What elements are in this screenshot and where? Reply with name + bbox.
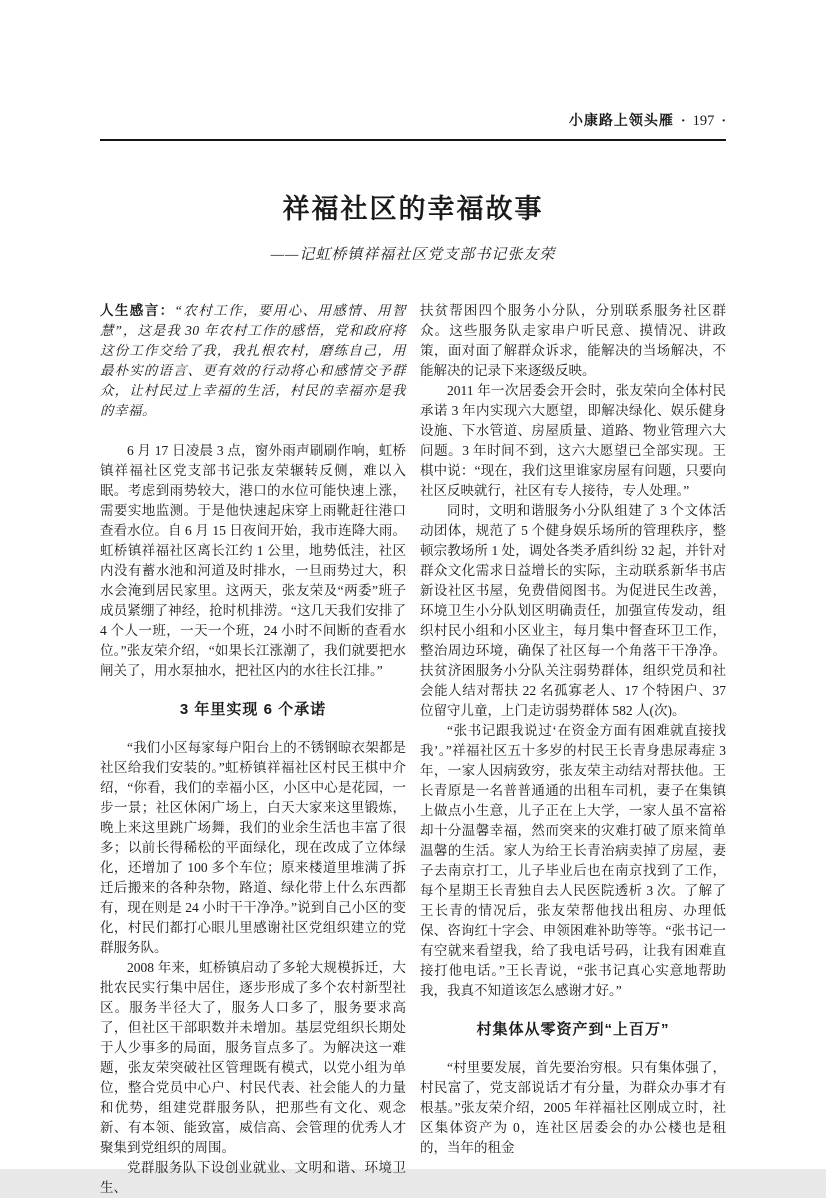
page-number: 197 <box>692 113 715 129</box>
article-subtitle: ——记虹桥镇祥福社区党支部书记张友荣 <box>270 247 556 263</box>
right-column <box>420 301 726 1198</box>
two-column-body <box>100 301 726 1198</box>
paragraph-service-results: 同时，文明和谐服务小分队组建了 3 个文体活动团体，规范了 5 个健身娱乐场所的管理秩序，整顿宗教场所 1 处，调处各类矛盾纠纷 32 起，并针对群众文化需求日益增长的实际，主动联系新华书店新设社区书屋，免费借阅图书。为促进民生改善，环境卫生小分队划区明确责任，加强宣传发动，组织村民小组和小区业主，每月集中督查环卫工作，整治周边环境，确保了社区每一个角落干干净净。扶贫济困服务小分队关注弱势群体，组织党员和社会能人结对帮扶 22 名孤寡老人、17 个特困户、37 位留守儿童，上门走访弱势群体 582 人(次)。 <box>420 503 726 718</box>
motto-text: “农村工作，要用心、用感情、用智慧”，这是我 30 年农村工作的感悟，党和政府将这份工作交给了我，我扎根农村，磨练自己，用最朴实的语言、更有效的行动将心和感情交予群众，让村民过上幸福的生活，村民的幸福亦是我的幸福。 <box>100 303 406 418</box>
section-heading-assets: 村集体从零资产到“上百万” <box>476 1021 670 1038</box>
running-head-title: 小康路上领头雁 <box>568 112 674 128</box>
separator-dot: · <box>680 114 686 129</box>
paragraph-community-changes: “我们小区每家每户阳台上的不锈钢晾衣架都是社区给我们安装的。”虹桥镇祥福社区村民王棋中介绍，“你看，我们的幸福小区，小区中心是花园，一步一景；社区休闲广场上，白天大家来这里锻炼，晚上来这里跳广场舞，我们的业余生活也丰富了很多；以前长得稀松的平面绿化，现在改成了立体绿化，还增加了 100 多个车位；原来楼道里堆满了拆迁后搬来的各种杂物，路道、绿化带上什么东西都有，现在则是 24 小时干干净净。”说到自己小区的变化，村民们都打心眼儿里感谢社区党组织建立的党群服务队。 <box>100 740 406 955</box>
article-title: 祥福社区的幸福故事 <box>282 194 544 224</box>
separator-dot: · <box>721 114 726 129</box>
paragraph-six-wishes: 2011 年一次居委会开会时，张友荣向全体村民承诺 3 年内实现六大愿望，即解决绿化、娱乐健身设施、下水管道、房屋质量、道路、物业管理六大问题。3 年时间不到，这六大愿望已全部实现。王棋中说：“现在，我们这里谁家房屋有问题，只要向社区反映就行，社区有专人接待，专人处理。” <box>420 383 726 498</box>
motto-label: 人生感言： <box>100 303 175 318</box>
left-column <box>100 301 406 1198</box>
paragraph-service-teams-intro: 党群服务队下设创业就业、文明和谐、环境卫生、 <box>100 1160 406 1195</box>
paragraph-village-development: “村里要发展，首先要治穷根。只有集体强了，村民富了，党支部说话才有分量，为群众办事才有根基。”张友荣介绍，2005 年祥福社区刚成立时，社区集体资产为 0，连社区居委会的办公楼也是租的，当年的租金 <box>420 1060 726 1155</box>
motto-paragraph <box>100 301 406 421</box>
paragraph-flood-watch: 6 月 17 日凌晨 3 点，窗外雨声刷刷作响，虹桥镇祥福社区党支部书记张友荣辗转反侧，难以入眠。考虑到雨势较大，港口的水位可能快速上涨，需要实地监测。于是他快速起床穿上雨靴赶往港口查看水位。自 6 月 15 日夜间开始，我市连降大雨。虹桥镇祥福社区离长江约 1 公里，地势低洼，社区内没有蓄水池和河道及时排水，一旦雨势过大，积水会淹到居民家里。这两天，张友荣及“两委”班子成员紧绷了神经，抢时机排涝。“这几天我们安排了 4 个人一班，一天一个班，24 小时不间断的查看水位。”张友荣介绍，“如果长江涨潮了，我们就要把水闸关了，用水泵抽水，把社区内的水往长江排。” <box>100 443 406 678</box>
paragraph-service-teams-continued: 扶贫帮困四个服务小分队，分别联系服务社区群众。这些服务队走家串户听民意、摸情况、讲政策，面对面了解群众诉求，能解决的当场解决，不能解决的记录下来逐级反映。 <box>420 303 726 378</box>
running-head <box>100 110 726 141</box>
section-heading-promises: 3 年里实现 6 个承诺 <box>179 701 327 718</box>
paragraph-wang-changqing: “张书记跟我说过‘在资金方面有困难就直接找我’。”祥福社区五十多岁的村民王长青身患尿毒症 3 年，一家人因病致穷，张友荣主动结对帮扶他。王长青原是一名普普通通的出租车司机，妻子在集镇上做点小生意，儿子正在上大学，一家人虽不富裕却十分温馨幸福，然而突来的灾难打破了原来简单温馨的生活。家人为给王长青治病卖掉了房屋，妻子去南京打工，儿子毕业后也在南京找到了工作，每个星期王长青独自去人民医院透析 3 次。了解了王长青的情况后，张友荣帮他找出租房、办理低保、咨询红十字会、申领困难补助等等。“张书记一有空就来看望我，给了我电话号码，让我有困难直接打他电话。”王长青说，“张书记真心实意地帮助我，我真不知道该怎么感谢才好。” <box>420 723 726 998</box>
paragraph-demolition-service: 2008 年来，虹桥镇启动了多轮大规模拆迁，大批农民实行集中居住，逐步形成了多个农村新型社区。服务半径大了，服务人口多了，服务要求高了，但社区干部职数并未增加。基层党组织长期处于人少事多的局面，服务盲点多了。为解决这一难题，张友荣突破社区管理既有模式，以党小组为单位，整合党员中心户、村民代表、社会能人的力量和优势，组建党群服务队，把那些有文化、观念新、有本领、能致富，威信高、会管理的优秀人才聚集到党组织的周围。 <box>100 960 406 1155</box>
